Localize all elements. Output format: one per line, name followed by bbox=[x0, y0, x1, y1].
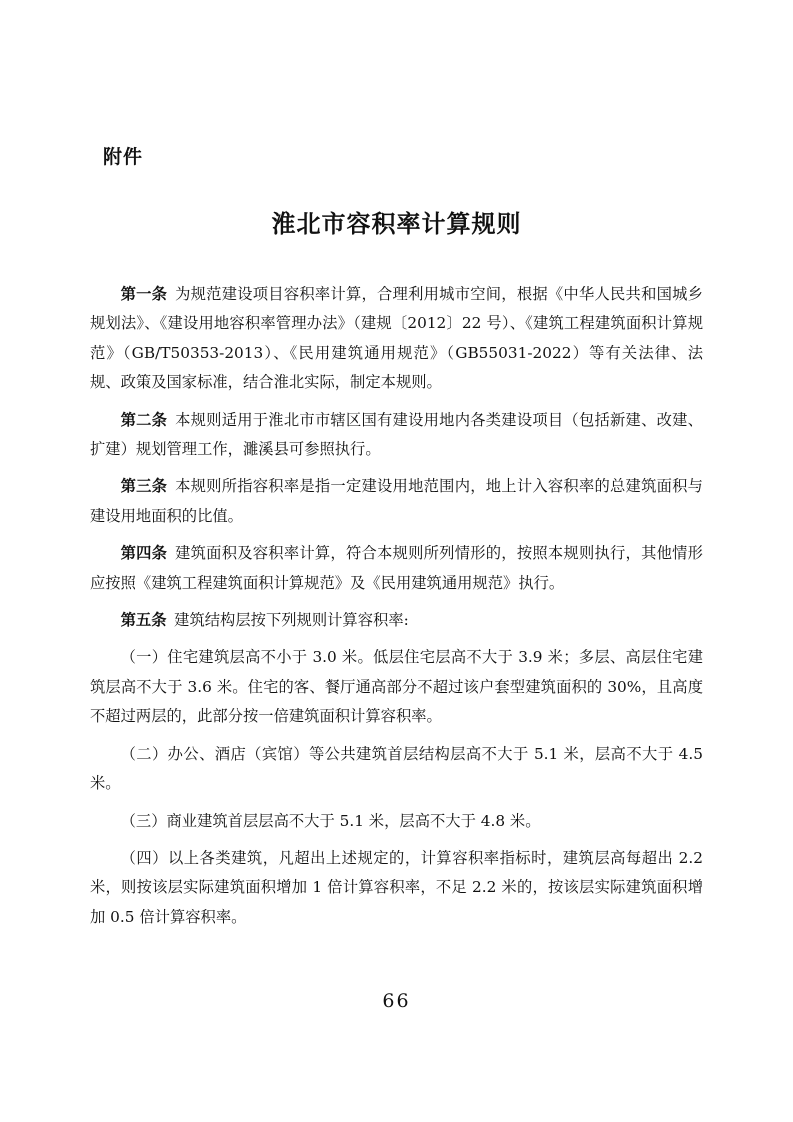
article-paragraph bbox=[90, 472, 703, 531]
list-item: （三）商业建筑首层层高不大于 5.1 米，层高不大于 4.8 米。 bbox=[120, 811, 541, 830]
article-text: 本规则适用于淮北市市辖区国有建设用地内各类建设项目（包括新建、改建、扩建）规划管理工作，濉溪县可参照执行。 bbox=[90, 410, 703, 459]
article-paragraph bbox=[90, 606, 703, 635]
article-text: 本规则所指容积率是指一定建设用地范围内，地上计入容积率的总建筑面积与建设用地面积的比值。 bbox=[90, 477, 703, 525]
article-paragraph bbox=[90, 280, 703, 398]
document-title: 淮北市容积率计算规则 bbox=[271, 209, 522, 238]
article-text: 建筑结构层按下列规则计算容积率: bbox=[174, 611, 409, 630]
article-text: 为规范建设项目容积率计算，合理利用城市空间，根据《中华人民共和国城乡规划法》、《建设用地容积率管理办法》（建规〔2012〕22 号）、《建筑工程建筑面积计算规范》（GB/T50353-2013）、《民用建筑通用规范》（GB55031-2022）等有关法律、法规、政策及国家标准，结合淮北实际，制定本规则。 bbox=[90, 285, 703, 392]
article-label: 第二条 bbox=[120, 410, 168, 429]
article-paragraph bbox=[90, 539, 703, 598]
list-item: （四）以上各类建筑，凡超出上述规定的，计算容积率指标时，建筑层高每超出 2.2 米，则按该层实际建筑面积增加 1 倍计算容积率，不足 2.2 米的，按该层实际建筑面积增加 0.5 倍计算容积率。 bbox=[90, 848, 703, 926]
article-label: 第一条 bbox=[120, 285, 168, 303]
article-label: 第四条 bbox=[120, 544, 168, 563]
article-paragraph bbox=[90, 406, 703, 465]
article-label: 第五条 bbox=[120, 611, 167, 630]
list-item: （一）住宅建筑层高不小于 3.0 米。低层住宅层高不大于 3.9 米；多层、高层住宅建筑层高不大于 3.6 米。住宅的客、餐厅通高部分不超过该户套型建筑面积的 30%，且高度不超过两层的，此部分按一倍建筑面积计算容积率。 bbox=[90, 648, 703, 726]
article-text: 建筑面积及容积率计算，符合本规则所列情形的，按照本规则执行，其他情形应按照《建筑工程建筑面积计算规范》及《民用建筑通用规范》执行。 bbox=[90, 544, 703, 592]
list-item: （二）办公、酒店（宾馆）等公共建筑首层结构层高不大于 5.1 米，层高不大于 4.5 米。 bbox=[90, 744, 703, 793]
page-number: 66 bbox=[382, 990, 411, 1012]
attachment-label: 附件 bbox=[103, 146, 144, 168]
article-label: 第三条 bbox=[120, 477, 168, 496]
document-body bbox=[90, 280, 703, 940]
